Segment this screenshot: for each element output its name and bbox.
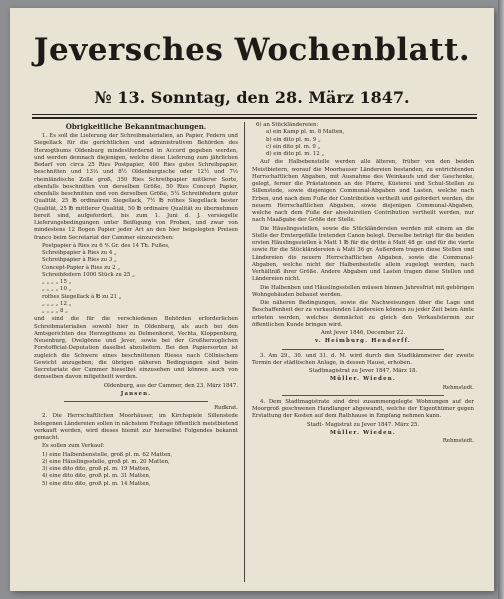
paragraph: Auf die Halbebenstelle werden alle älteren, früher von den beiden Meistbietern, worauf die Moorhauser Ländereien bestanden, zu entrichtenden Herrschaftlichen Abgaben, mit Ausnahme des Weinkaufs und der Geschenke, gelegt, ferner die Prästationen an die Pfarre, Küsterei und Schul-Stellen zu Sillenstede, sowie diejenigen Communal-Abgaben und Lasten, welche nach Erben, und nach dem Fuße der Contribution vertheilt und gefordert werden, die neuern Herrschaftlichen Abgaben, sowie diejenigen Communal-Abgaben, welche nach dem Fuße der absoluirelien Contribution vertheilt werden, nur nach Maaßgabe der Größe der Stelle. xyxy=(252,159,474,224)
notice-signature: v. Heimburg. Hendorff. xyxy=(314,338,412,345)
notice-1-body: und sind die für die verschiedenen Behörden erforderlichen Schreibmaterialien sowohl hier in Oldenburg, als auch bei den Amtsgerichten des Herzogthums zu Delmenhorst, Vechta, Kloppenburg, Neuenburg, Ovelgönne und Jever, sowie bei der Großherzoglichen Forstofficial-Deputation daselbst abzuliefern. Bei den Papiersorten ist zugleich die Schwere eines beschnittenen Rieses nach Cöllnischem Gewicht anzugeben; die übrigen näheren Bedingungen sind beim Secretariate der Cammer hieselbst einzusehen und können auch von demselben davon mitgetheilt werden. xyxy=(34,316,238,381)
price-list xyxy=(42,243,238,316)
notice-3-signature: Müller. Wieden. xyxy=(330,376,396,383)
notice-2-sub: Es sollen zum Verkauf: xyxy=(42,443,105,450)
notice-4-label: Rehmstedt. xyxy=(442,438,474,444)
price-line: Postpapier à Ries zu 6 ⁴⁄₅ Gr. des 14 Th. Fußes, xyxy=(42,242,170,249)
price-line: Schreibpapier à Ries zu 3 „ xyxy=(42,257,117,264)
masthead-title: Jeversches Wochenblatt. xyxy=(33,32,471,68)
notice-4-signature: Müller. Wieden. xyxy=(330,429,396,436)
plot-item: b) ein dito pl. m. 9 „ xyxy=(266,136,321,143)
price-line: „ „ „ „ 12 „ xyxy=(42,300,72,307)
notice-3-date: Stadtmagistrat zu Jever 1847, März 18. xyxy=(308,368,418,374)
plot-list xyxy=(256,122,474,158)
property-item: 1) eine Halbenbenstelle, groß pl. m. 62 Matten, xyxy=(42,451,173,458)
price-line: „ „ „ „ 8 „ xyxy=(42,308,68,314)
price-line: rothes Siegellack à ℔ zu 21 „ xyxy=(42,293,122,300)
notice-separator xyxy=(64,401,208,402)
price-line: „ „ „ „ 15 „ xyxy=(42,279,72,285)
header-rule-thin xyxy=(32,114,477,115)
price-line: Schreibpapier à Ries zu 4 „ xyxy=(42,250,117,256)
plot-item: d) ein dito pl. m. 12 „ xyxy=(266,151,325,157)
price-line: Concept-Papier à Ries zu 2 „ xyxy=(42,264,121,271)
notice-4-date: Stadt- Magistrat zu Jever 1847. März 25. xyxy=(306,421,420,428)
notice-2-intro: 2. Die Herrschaftlichen Moorhäuser, im Kirchspiele Sillenstede belegenen Ländereien sollen in nächstem Freitage öffentlich meistbietend verkauft werden, wird dieses hiemit zur hierselbst Folgendes bekannt gemacht. xyxy=(34,413,238,441)
notice-1-place-date: Oldenburg, aus der Cammer, den 23. März 1847. xyxy=(103,382,238,389)
paragraph: Die Halbenben und Häuslingsstellen müssen binnen Jahresfrist mit gehörigen Wohngebäuden bebauet werden. xyxy=(252,284,474,298)
price-line: Schreibfedern 1000 Stück zu 25 „ xyxy=(42,271,135,278)
issue-dateline: № 13. Sonntag, den 28. März 1847. xyxy=(94,88,410,107)
property-item: 3) eine dito dito, groß pl. m. 19 Matten, xyxy=(42,466,151,472)
newspaper-page xyxy=(10,8,494,591)
notice-2-label: Rudkrat. xyxy=(214,405,238,411)
book-spine-edge xyxy=(498,0,504,599)
property-item: 2) eine Häuslingsstelle, groß pl. m. 20 Matten, xyxy=(42,458,170,465)
column-divider xyxy=(244,122,245,582)
notice-separator xyxy=(282,349,444,350)
property-item: 4) eine dito dito, groß pl. m. 31 Matten, xyxy=(42,473,151,480)
header-rule-thick xyxy=(32,117,477,119)
notice-date: Amt Jever 1846, December 22. xyxy=(320,330,406,336)
plot-item: 6) an Stückländereien: xyxy=(256,122,319,128)
right-column xyxy=(252,122,474,446)
notice-4: 4. Dem Stadtmagistrate sind drei zusammengelegte Wohnungen auf der Moorgroß geschwenen Handlanger abgewandt, welche der Eigenthümer gegen Erstattung der Kosten auf dem Rathhause in Empfang nehmen kann. xyxy=(252,398,474,420)
notice-separator xyxy=(282,395,444,396)
notice-1-signature: Jansen. xyxy=(120,390,152,397)
paragraph: Die näheren Bedingungen, sowie die Nachweisungen über die Lage und Beschaffenheit der zu verkaufenden Ländereien können zu jeder Zeit beim Amte erbeten werden, welches demnächst zu gleich den Verkaufstermin zur öffentlichen Kunde bringen wird. xyxy=(252,300,474,328)
notice-3-label: Rehmstedt. xyxy=(442,384,474,391)
plot-item: a) ein Kamp pl. m. 8 Matten, xyxy=(266,129,345,136)
property-item: 5) eine dito dito, groß pl. m. 14 Matten, xyxy=(42,480,151,487)
notice-3: 3. Am 29., 30. und 31. d. M. wird durch den Stadtkämmerer der zweite Termin der städtischen Anlage, in dessen Hause, erhoben. xyxy=(252,352,474,366)
section-heading: Obrigkeitliche Bekanntmachungen. xyxy=(65,122,207,131)
price-line: „ „ „ „ 10 „ xyxy=(42,286,72,293)
left-column xyxy=(34,122,238,489)
paragraph: Die Häuslingsstellen, sowie die Stückländereien werden mit einem an die Stelle der Erntergefälle tretenden Canon belegt. Derselbe beträgt für die beiden ersten Häuslingsstellen à Matt 1 ℔ für die dritte à Matt 48 gr. und für die vierte sowie für die Stückländereien à Matt 36 gr. Außerdem tragen diese Stellen und Ländereien die neuern Herrschaftlichen Abgaben, sowie die Communal-Abgaben, welche nicht der Halbenbestelle allein zugelegt werden, nach Verhältniß ihrer Größe. Andere Abgaben und Lasten tragen diese Stellen und Ländereien nicht. xyxy=(252,225,474,283)
property-list xyxy=(42,452,238,488)
plot-item: c) ein dito pl. m. 9 „ xyxy=(266,143,321,150)
notice-1-intro: 1. Es soll die Lieferung der Schreibmaterialien, an Papier, Federn und Siegellack für die gerichtlichen und administrativen Behörden des Herzogthums Oldenburg mindestfordernd in Accord gegeben werden, und werden demnach diejenigen, welche diese Lieferung zum jährlichen Bedarf von circa 25 Ries Postpapier, 400 Ries gutes Schreibpapier, beschnitten und 13⅓ und 8½ Oldenburgische oder 12½ und 7⅓ rheinländische Zolle groß, 350 Ries Schreibpapier mittlerer Sorte, ebenfalls beschnitten von derselben Größe, 50 Ries Concept Papier, ebenfalls beschnitten und von derselben Größe, 5¼ Schreibfedern guter Qualität, 25 ℔ ordinairen Siegellack, 7½ ℔ rothes Siegellack bester Qualität, 25 ℔ mittlerer Qualität, 50 ℔ ordinaire Qualität zu übernehmen bereit sind, aufgefordert, bis zum 1. Juni d. J. versiegelte Lieferungsbedingungen unter Beifügung von Proben, und zwar von mindestens 12 Bogen Papier jeder Art an den hier beigelegten Preisen franco beim Secretariat der Cammer einzureichen: xyxy=(34,133,238,241)
